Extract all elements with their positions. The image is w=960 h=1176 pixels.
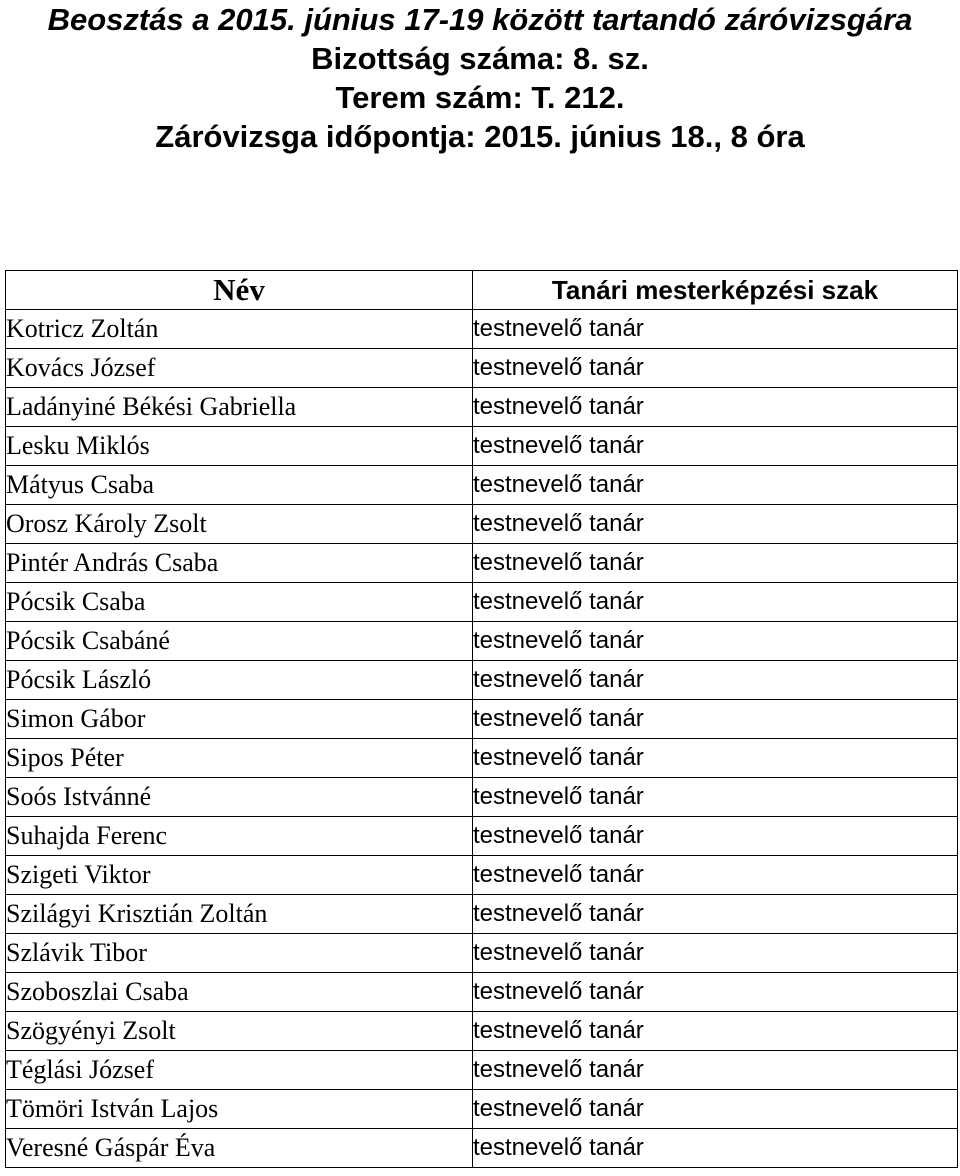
table-row xyxy=(6,310,958,349)
study-program: testnevelő tanár xyxy=(473,1090,958,1129)
student-name: Pócsik Csaba xyxy=(6,583,473,622)
table-row xyxy=(6,817,958,856)
study-program: testnevelő tanár xyxy=(473,973,958,1012)
student-name: Lesku Miklós xyxy=(6,427,473,466)
column-header-program: Tanári mesterképzési szak xyxy=(473,271,958,310)
student-name: Ladányiné Békési Gabriella xyxy=(6,388,473,427)
study-program: testnevelő tanár xyxy=(473,466,958,505)
student-name: Soós Istvánné xyxy=(6,778,473,817)
student-name: Szögyényi Zsolt xyxy=(6,1012,473,1051)
study-program: testnevelő tanár xyxy=(473,934,958,973)
study-program: testnevelő tanár xyxy=(473,778,958,817)
student-name: Szilágyi Krisztián Zoltán xyxy=(6,895,473,934)
study-program: testnevelő tanár xyxy=(473,349,958,388)
exam-datetime: Záróvizsga időpontja: 2015. június 18., 8 óra xyxy=(155,119,805,154)
student-name: Kotricz Zoltán xyxy=(6,310,473,349)
student-name: Mátyus Csaba xyxy=(6,466,473,505)
student-name: Pócsik Csabáné xyxy=(6,622,473,661)
table-row xyxy=(6,622,958,661)
table-row xyxy=(6,1051,958,1090)
table-row xyxy=(6,934,958,973)
study-program: testnevelő tanár xyxy=(473,1051,958,1090)
table-row xyxy=(6,700,958,739)
table-row xyxy=(6,778,958,817)
student-name: Kovács József xyxy=(6,349,473,388)
student-name: Szigeti Viktor xyxy=(6,856,473,895)
table-row xyxy=(6,1090,958,1129)
study-program: testnevelő tanár xyxy=(473,739,958,778)
document-header xyxy=(0,0,960,156)
room-number: Terem szám: T. 212. xyxy=(335,80,625,115)
table-header-row xyxy=(6,271,958,310)
study-program: testnevelő tanár xyxy=(473,661,958,700)
student-name: Szlávik Tibor xyxy=(6,934,473,973)
student-name: Téglási József xyxy=(6,1051,473,1090)
exam-schedule-title: Beosztás a 2015. június 17-19 között tartandó záróvizsgára xyxy=(47,2,913,37)
table-row xyxy=(6,349,958,388)
student-name: Simon Gábor xyxy=(6,700,473,739)
table-row xyxy=(6,466,958,505)
roster-body xyxy=(6,310,958,1168)
student-roster-table xyxy=(5,270,958,1168)
study-program: testnevelő tanár xyxy=(473,583,958,622)
table-row xyxy=(6,661,958,700)
student-name: Pócsik László xyxy=(6,661,473,700)
table-row xyxy=(6,388,958,427)
study-program: testnevelő tanár xyxy=(473,856,958,895)
study-program: testnevelő tanár xyxy=(473,310,958,349)
study-program: testnevelő tanár xyxy=(473,544,958,583)
study-program: testnevelő tanár xyxy=(473,1012,958,1051)
study-program: testnevelő tanár xyxy=(473,388,958,427)
table-row xyxy=(6,895,958,934)
study-program: testnevelő tanár xyxy=(473,427,958,466)
study-program: testnevelő tanár xyxy=(473,622,958,661)
study-program: testnevelő tanár xyxy=(473,700,958,739)
study-program: testnevelő tanár xyxy=(473,1129,958,1168)
study-program: testnevelő tanár xyxy=(473,505,958,544)
table-row xyxy=(6,544,958,583)
table-row xyxy=(6,427,958,466)
student-name: Veresné Gáspár Éva xyxy=(6,1129,473,1168)
table-row xyxy=(6,505,958,544)
table-row xyxy=(6,1012,958,1051)
student-name: Szoboszlai Csaba xyxy=(6,973,473,1012)
table-row xyxy=(6,856,958,895)
table-row xyxy=(6,1129,958,1168)
student-name: Tömöri István Lajos xyxy=(6,1090,473,1129)
table-row xyxy=(6,583,958,622)
table-row xyxy=(6,973,958,1012)
column-header-name: Név xyxy=(6,271,473,310)
table-row xyxy=(6,739,958,778)
study-program: testnevelő tanár xyxy=(473,817,958,856)
study-program: testnevelő tanár xyxy=(473,895,958,934)
student-name: Suhajda Ferenc xyxy=(6,817,473,856)
committee-number: Bizottság száma: 8. sz. xyxy=(311,41,649,76)
student-name: Orosz Károly Zsolt xyxy=(6,505,473,544)
student-name: Sipos Péter xyxy=(6,739,473,778)
student-name: Pintér András Csaba xyxy=(6,544,473,583)
